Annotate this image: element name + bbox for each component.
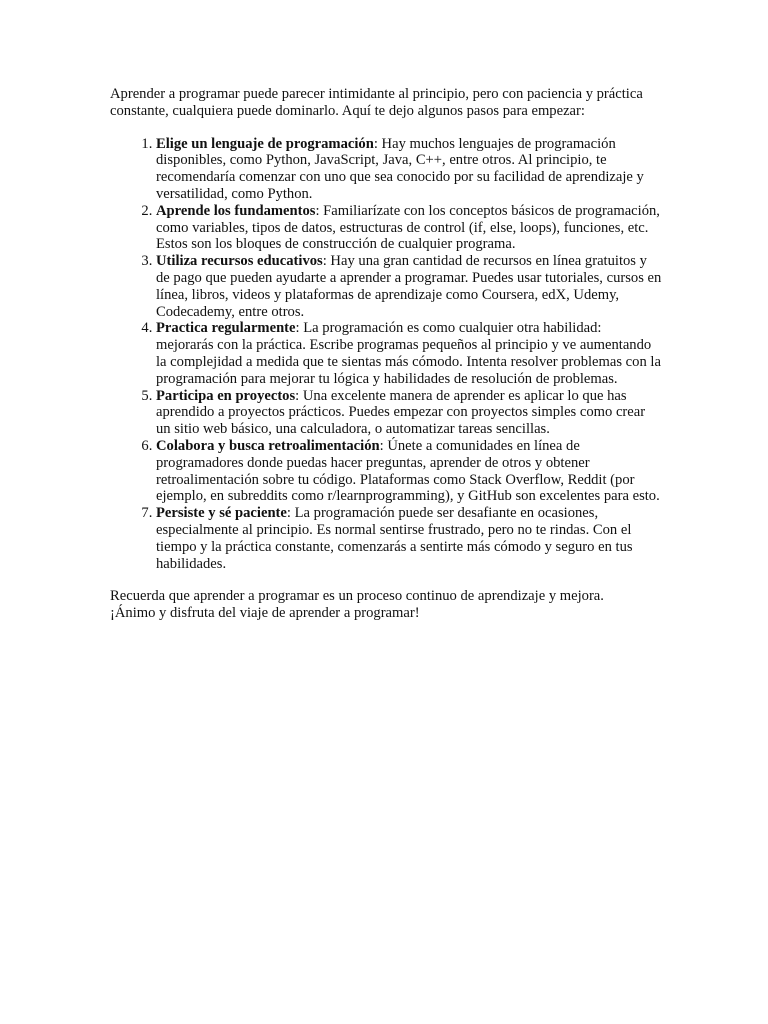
step-title: Practica regularmente [156, 320, 296, 337]
step-title: Colabora y busca retroalimentación [156, 437, 380, 454]
list-item-step-5 [156, 388, 662, 438]
step-text: : Familiarízate con los conceptos básicos de programación, como variables, tipos de datos, estructuras de control (if, else, loops), funciones, etc. Estos son los bloques de construcción de cualquier programa. [156, 202, 660, 253]
step-title: Aprende los fundamentos [156, 202, 316, 219]
step-title: Elige un lenguaje de programación [156, 135, 374, 152]
step-text: : Una excelente manera de aprender es aplicar lo que has aprendido a proyectos prácticos. Puedes empezar con proyectos simples como crear un sitio web básico, una calculadora, o automatizar tareas sencillas. [156, 387, 646, 438]
step-title: Participa en proyectos [156, 387, 296, 404]
document-page [110, 86, 662, 622]
step-text: : La programación puede ser desafiante en ocasiones, especialmente al principio. Es normal sentirse frustrado, pero no te rindas. Con el tiempo y la práctica constante, comenzarás a sentirte más cómodo y seguro en tus habilidades. [156, 505, 633, 572]
list-item-step-2 [156, 203, 662, 253]
step-title: Persiste y sé paciente [156, 505, 287, 522]
closing-paragraph [110, 588, 662, 622]
step-text: : Hay muchos lenguajes de programación disponibles, como Python, JavaScript, Java, C++, entre otros. Al principio, te recomendaría comenzar con uno que sea conocido por su facilidad de aprendizaje y versatilidad, como Python. [156, 135, 644, 202]
intro-paragraph: Aprender a programar puede parecer intimidante al principio, pero con paciencia y práctica constante, cualquiera puede dominarlo. Aquí te dejo algunos pasos para empezar: [110, 86, 643, 119]
list-item-step-4 [156, 320, 662, 387]
steps-list [110, 136, 662, 573]
closing-line-2: ¡Ánimo y disfruta del viaje de aprender a programar! [110, 605, 420, 622]
step-text: : Hay una gran cantidad de recursos en línea gratuitos y de pago que pueden ayudarte a aprender a programar. Puedes usar tutoriales, cursos en línea, libros, videos y plataformas de aprendizaje como Coursera, edX, Udemy, Codecademy, entre otros. [156, 253, 662, 320]
list-item-step-6 [156, 438, 662, 505]
list-item-step-3 [156, 253, 662, 320]
list-item-step-1 [156, 136, 662, 203]
step-text: : La programación es como cualquier otra habilidad: mejorarás con la práctica. Escribe programas pequeños al principio y ve aumentando la complejidad a medida que te sientas más cómodo. Intenta resolver problemas con la programación para mejorar tu lógica y habilidades de resolución de problemas. [156, 320, 661, 387]
list-item-step-7 [156, 505, 662, 572]
closing-line-1: Recuerda que aprender a programar es un proceso continuo de aprendizaje y mejora. [110, 588, 604, 605]
step-title: Utiliza recursos educativos [156, 253, 323, 270]
step-text: : Únete a comunidades en línea de programadores donde puedas hacer preguntas, aprender de otros y obtener retroalimentación sobre tu código. Plataformas como Stack Overflow, Reddit (por ejemplo, en subreddits como r/learnprogramming), y GitHub son excelentes para esto. [156, 437, 660, 505]
